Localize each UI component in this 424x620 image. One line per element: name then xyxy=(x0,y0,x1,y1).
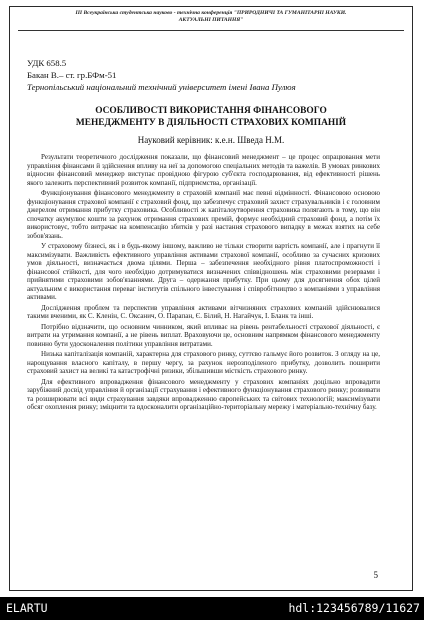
paragraph: Потрібно відзначити, що основним чинником, який впливає на рівень рентабельності страхової діяльності, є витрати на утримання компанії, а не рівень виплат. Враховуючи це, основним напрямком фінансового менеджменту повинно бути удосконалення політики управління витратами. xyxy=(27,322,380,348)
paragraph: Низька капіталізація компаній, характерна для страхового ринку, суттєво гальмує його розвиток. З огляду на це, нарощування власного капіталу, в першу чергу, за рахунок нерозподіленого прибутку, дозволить поширити страховий захист на великі та катастрофічні ризики, збільшивши місткість страхового ринку. xyxy=(27,350,380,375)
repository-footer-bar xyxy=(0,597,424,620)
repository-name: ELARTU xyxy=(6,601,48,615)
page-number: 5 xyxy=(373,570,378,580)
supervisor-line: Науковий керівник: к.е.н. Шведа Н.М. xyxy=(137,135,285,145)
paragraph: Для ефективного впровадження фінансового менеджменту у страхових компаніях доцільно впровадити зарубіжний досвід управління й організації страхування і ефективного функціонування страхового ринку; розвивати та розширювати всі види страхування завдяки впровадженню європейських та світових технологій; максимізувати обсяг охоплення ринку; зміцнити та вдосконалити організаційно-територіальну мережу і матеріально-технічну базу. xyxy=(27,377,380,411)
body-text xyxy=(27,153,380,414)
conference-header xyxy=(10,10,412,24)
paragraph: Функціонування фінансового менеджменту в страховій компанії має певні відмінності. Фінансовою основою функціонування страхової компанії є страховий фонд, що забезпечує страховий захист страхувальників і є головним джерелом отримання прибутку страховика. Особливості ж капіталоутворення страховика полягають в тому, що він спочатку акумулює кошти за рахунок отримання страхових премій, формує необхідний страховий фонд, а потім їх використовує, тобто витрачає на компенсацію збитків у разі настання страхового випадку в межах взятих на себе зобов'язань. xyxy=(27,189,380,240)
paper-title xyxy=(10,105,412,129)
paragraph: Результати теоретичного дослідження показали, що фінансовий менеджмент – це процес опрацювання мети управління фінансами й здійснення впливу на неї за допомогою спеціальних методів та важелів. В умовах ринкових відносин фінансовий менеджер виступає провідною фігурою суб'єкта господарювання, від ефективності рішень якого залежить перспективний розвиток компанії, підприємства, організації. xyxy=(27,153,380,187)
paragraph: Дослідження проблем та перспектив управління активами вітчизняних страхових компаній здійснювалися такими вченими, як С. Кленін, С. Оксанич, О. Парапан, Є. Білий, Н. Нагайчук, І. Бланк та інші. xyxy=(27,303,380,320)
udk-code: УДК 658.5 xyxy=(27,58,67,68)
conference-header-line-1: III Всеукраїнська студентська науково - технічна конференція "ПРИРОДНИЧІ ТА ГУМАНІТАРНІ НАУКИ. xyxy=(75,10,347,16)
conference-header-line-2: АКТУАЛЬНІ ПИТАННЯ" xyxy=(178,17,244,23)
paragraph: У страховому бізнесі, як і в будь-якому іншому, важливо не тільки створити вартість компанії, але і прагнути її максимізувати. Важливість ефективного управління активами страхової компанії, особливо за сучасних кризових умов діяльності, визначається двома цілями. Перша – забезпечення необхідного рівня платоспроможності і фінансової стійкості, для чого необхідно дотримуватися визначених співвідношень між страховими резервами і прийнятими страховими зобов'язаннями. Друга – одержання прибутку. При цьому для досягнення обох цілей актуальним є використання переваг інститутів спільного інвестування і співробітництво з компаніями з управління активами. xyxy=(27,242,380,301)
paper-title-line-2: МЕНЕДЖМЕНТУ В ДІЯЛЬНОСТІ СТРАХОВИХ КОМПАНІЙ xyxy=(75,118,347,128)
document-page xyxy=(9,6,413,591)
paper-title-line-1: ОСОБЛИВОСТІ ВИКОРИСТАННЯ ФІНАНСОВОГО xyxy=(95,106,327,116)
handle-identifier: hdl:123456789/11627 xyxy=(288,601,420,615)
author-line: Бакан В.– ст. гр.БФм-51 xyxy=(27,70,117,80)
header-divider xyxy=(18,30,404,31)
institution-line: Тернопільський національний технічний університет імені Івана Пулюя xyxy=(27,82,296,92)
